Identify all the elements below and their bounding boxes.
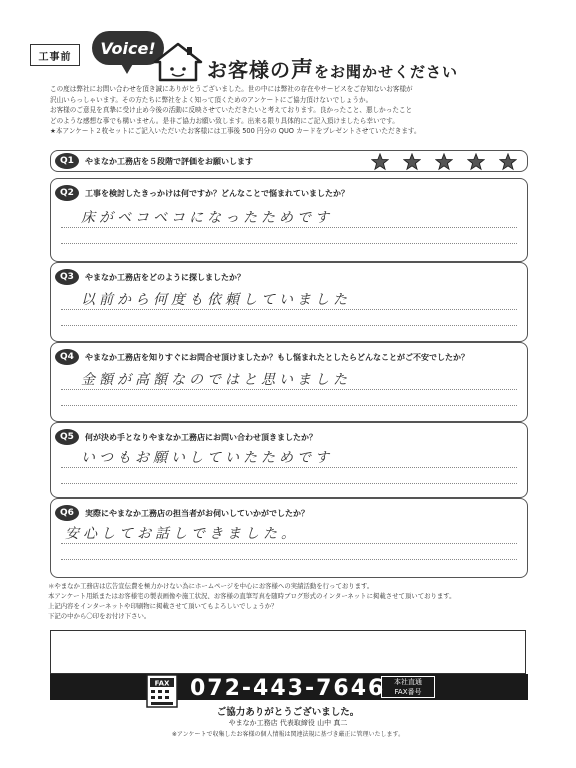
intro-line: お客様のご意見を真摯に受け止め今後の活動に反映させていただきたいと考えております。良かったこと、悪しかったこと	[50, 106, 413, 114]
answer-line	[61, 389, 517, 390]
answer-text[interactable]: 安心してお話しできました。	[65, 526, 299, 542]
question-number: Q2	[55, 185, 79, 201]
question-text: 実際にやまなか工務店の担当者がお伺いしていかがでしたか？	[85, 508, 309, 518]
answer-line	[61, 559, 517, 560]
question-text: 何が決め手となりやまなか工務店にお問い合わせ頂きましたか？	[85, 432, 317, 442]
thanks-message: ご協力ありがとうございました。	[216, 707, 360, 718]
answer-line	[61, 483, 517, 484]
fax-direct-badge	[381, 676, 435, 698]
question-number: Q6	[55, 505, 79, 521]
intro-line: この度は弊社にお問い合わせを頂き誠にありがとうございました。世の中には弊社の存在やサービスをご存知ないお客様が	[50, 85, 413, 93]
fax-badge-line: 本社直通	[394, 678, 422, 686]
intro-text	[50, 84, 530, 137]
answer-text[interactable]: 以前から何度も依頼していました	[81, 292, 351, 308]
question-number: Q1	[55, 153, 79, 169]
note-line: ＊やまなか工務店は広告宣伝費を極力かけない為にホームページを中心にお客様への実績活動を行っております。	[48, 582, 374, 590]
title-post: をお聞かせください	[314, 63, 459, 81]
fax-icon-label: FAX	[154, 679, 170, 688]
star-icon[interactable]	[371, 153, 389, 171]
company-signature: やまなか工務店 代表取締役 山中 真二	[228, 719, 348, 727]
fax-number: 072-443-7646	[190, 676, 386, 701]
star-icon[interactable]	[403, 153, 421, 171]
star-icon[interactable]	[435, 153, 453, 171]
question-number: Q3	[55, 269, 79, 285]
question-text: 工事を検討したきっかけは何ですか？どんなことで悩まれていましたか？	[85, 188, 349, 198]
intro-line: ★本アンケート２枚セットにご記入いただいたお客様には工事後 500 円分の QUO カードをプレゼントさせていただきます。	[50, 127, 421, 135]
page-title	[207, 53, 458, 84]
answer-line	[61, 325, 517, 326]
question-text: やまなか工務店を知りすぐにお問合せ頂けましたか？もし悩まれたとしたらどんなことがご不安でしたか？	[85, 352, 469, 362]
question-number: Q4	[55, 349, 79, 365]
question-q3	[50, 262, 528, 342]
question-text: やまなか工務店を５段階で評価をお願いします	[85, 156, 253, 166]
house-icon	[153, 42, 203, 82]
question-number: Q5	[55, 429, 79, 445]
answer-text[interactable]: いつもお願いしていたためです	[81, 450, 333, 466]
answer-line	[61, 405, 517, 406]
privacy-notice: ※アンケートで収集したお客様の個人情報は関連法規に基づき厳正に管理いたします。	[171, 731, 405, 738]
note-line: 本アンケート用紙またはお客様宅の製表画像や施工状況、お客様の直筆写真を随時ブログ形式のインターネットに掲載させて頂いております。	[48, 592, 456, 600]
fax-machine-icon	[146, 674, 178, 708]
consent-input-box[interactable]	[50, 630, 526, 674]
star-icon[interactable]	[499, 153, 517, 171]
answer-text[interactable]: 金額が高額なのではと思いました	[81, 372, 351, 388]
title-pre: お客様の	[207, 58, 291, 82]
star-icon[interactable]	[467, 153, 485, 171]
fax-badge-line: FAX番号	[394, 688, 422, 696]
note-line: 上記内容をインターネットや印刷物に掲載させて頂いてもよろしいでしょうか？	[48, 602, 278, 610]
question-q6	[50, 498, 528, 578]
intro-line: 沢山いらっしゃいます。その方たちに弊社をよく知って頂くためのアンケートにご協力頂けないでしょうか。	[50, 95, 373, 104]
answer-line	[61, 309, 517, 310]
stage-badge: 工事前	[30, 44, 80, 66]
question-q1	[50, 150, 528, 172]
answer-line	[61, 543, 517, 544]
question-q2	[50, 178, 528, 262]
answer-line	[61, 467, 517, 468]
publication-consent-notes	[48, 581, 538, 621]
note-line: 下記の中から〇印をお付け下さい。	[48, 612, 151, 620]
answer-text[interactable]: 床がベコベコになったためです	[81, 210, 333, 226]
question-q4	[50, 342, 528, 422]
voice-bubble: Voice!	[92, 31, 164, 65]
rating-stars[interactable]	[371, 153, 517, 171]
question-text: やまなか工務店をどのように探しましたか？	[85, 272, 245, 282]
voice-bubble-tail	[120, 62, 134, 74]
answer-line	[61, 227, 517, 228]
question-q5	[50, 422, 528, 498]
intro-line: どのような感想な事でも構いません。是非ご協力お願い致します。出来る限り具体的にご記入頂けましたら幸いです。	[50, 116, 399, 125]
answer-line	[61, 243, 517, 244]
title-voice-kanji: 声	[291, 58, 315, 83]
